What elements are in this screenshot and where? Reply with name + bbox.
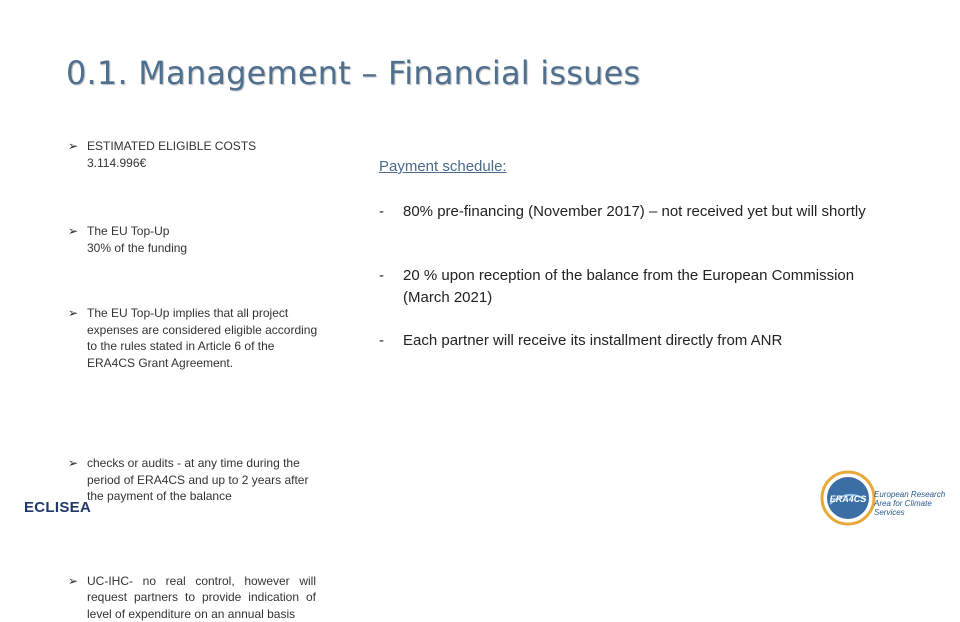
payment-schedule-heading: Payment schedule:	[379, 158, 507, 175]
arrow-bullet-icon: ➢	[68, 138, 78, 155]
payment-item-text: Each partner will receive its installment directly from ANR	[403, 332, 782, 349]
bullet-line: ESTIMATED ELIGIBLE COSTS	[87, 139, 256, 153]
bullet-line: 3.114.996€	[87, 156, 146, 170]
bullet-text: UC-IHC- no real control, however will request partners to provide indication of level of expenditure on an annual basis	[87, 573, 316, 622]
bullet-text: checks or audits - at any time during the period of ERA4CS and up to 2 years after the payment of the balance	[87, 456, 308, 503]
eclisea-logo-text: ECLISEA	[24, 499, 91, 516]
era4cs-logo	[820, 470, 876, 526]
payment-item	[379, 201, 866, 223]
arrow-bullet-icon: ➢	[68, 223, 78, 240]
dash-bullet: -	[379, 201, 384, 223]
payment-item	[379, 265, 879, 309]
bullet-uc-ihc	[68, 573, 318, 622]
bullet-eu-top-up	[68, 223, 318, 256]
left-bullet-list	[68, 138, 318, 369]
arrow-bullet-icon: ➢	[68, 455, 78, 472]
dash-bullet: -	[379, 265, 384, 287]
bullet-line: The EU Top-Up	[87, 224, 169, 238]
payment-item-text: 80% pre-financing (November 2017) – not received yet but will shortly	[403, 203, 866, 220]
bullet-text: The EU Top-Up implies that all project expenses are considered eligible according to the rules stated in Article 6 of the ERA4CS Grant Agreement.	[87, 306, 317, 370]
bullet-line: 30% of the funding	[87, 241, 187, 255]
arrow-bullet-icon: ➢	[68, 573, 78, 590]
bullet-eligibility	[68, 305, 318, 371]
dash-bullet: -	[379, 330, 384, 352]
payment-item	[379, 330, 782, 352]
logo-badge-text: ERA4CS	[830, 494, 867, 504]
bullet-estimated-costs	[68, 138, 318, 171]
logo-caption: European Research Area for Climate Services	[874, 490, 959, 517]
slide-title: 0.1. Management – Financial issues	[66, 54, 640, 92]
bullet-audits	[68, 455, 318, 505]
payment-item-text: 20 % upon reception of the balance from the European Commission (March 2021)	[403, 267, 854, 306]
arrow-bullet-icon: ➢	[68, 305, 78, 322]
